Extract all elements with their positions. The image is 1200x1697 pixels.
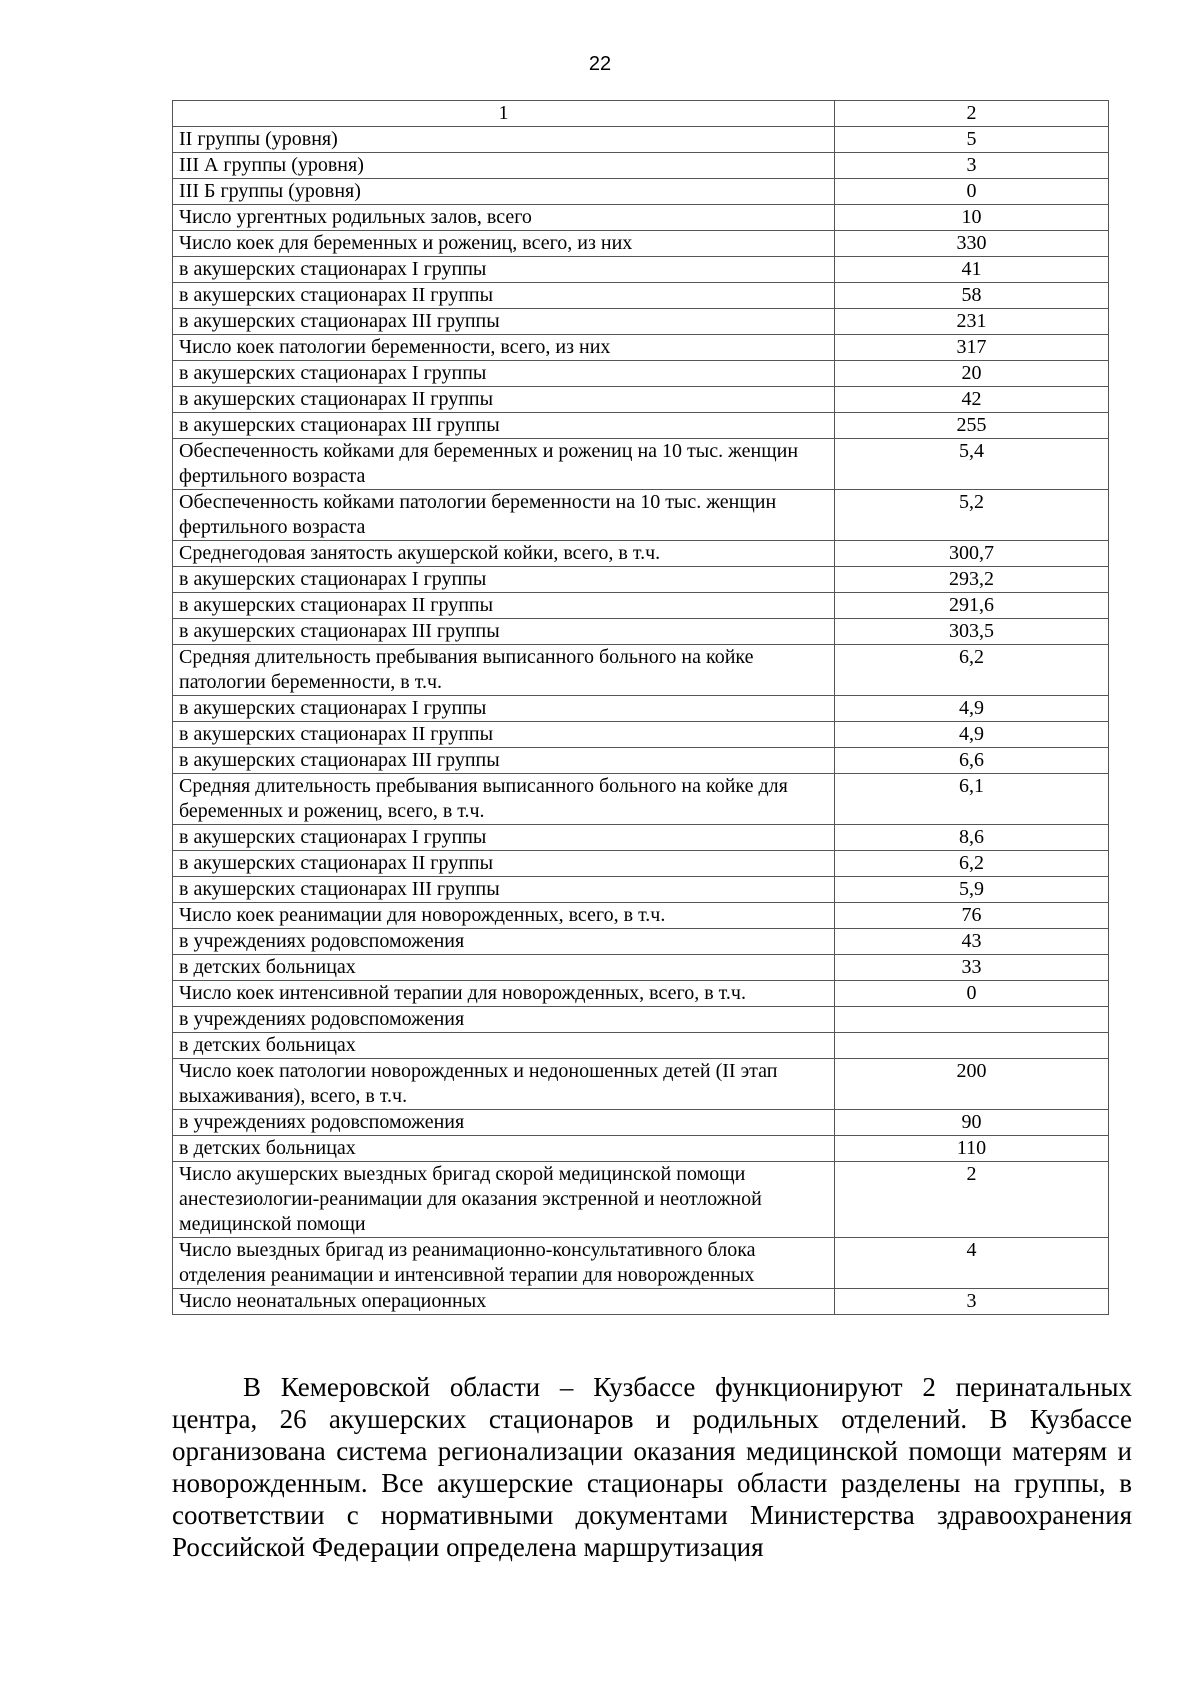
row-label: Число акушерских выездных бригад скорой медицинской помощи анестезиологии-реанимации для оказания экстренной и неотложной медицинской помощи bbox=[173, 1162, 835, 1238]
row-value: 6,1 bbox=[835, 774, 1109, 825]
row-value: 255 bbox=[835, 413, 1109, 439]
table-row bbox=[173, 490, 1109, 541]
table-row bbox=[173, 179, 1109, 205]
row-label: в акушерских стационарах I группы bbox=[173, 696, 835, 722]
table-row bbox=[173, 877, 1109, 903]
row-value: 317 bbox=[835, 335, 1109, 361]
table-row bbox=[173, 439, 1109, 490]
row-label: Обеспеченность койками для беременных и рожениц на 10 тыс. женщин фертильного возраста bbox=[173, 439, 835, 490]
row-label: в акушерских стационарах III группы bbox=[173, 619, 835, 645]
row-value: 42 bbox=[835, 387, 1109, 413]
row-value: 4 bbox=[835, 1238, 1109, 1289]
table-row bbox=[173, 1110, 1109, 1136]
row-label: Число ургентных родильных залов, всего bbox=[173, 205, 835, 231]
table-row bbox=[173, 257, 1109, 283]
row-value: 330 bbox=[835, 231, 1109, 257]
row-label: Число коек для беременных и рожениц, всего, из них bbox=[173, 231, 835, 257]
row-value: 0 bbox=[835, 981, 1109, 1007]
table-row bbox=[173, 541, 1109, 567]
row-value: 6,2 bbox=[835, 645, 1109, 696]
row-label: в акушерских стационарах II группы bbox=[173, 722, 835, 748]
column-header-2: 2 bbox=[835, 101, 1109, 127]
table-row bbox=[173, 1033, 1109, 1059]
table-row bbox=[173, 929, 1109, 955]
row-value bbox=[835, 1033, 1109, 1059]
table-row bbox=[173, 903, 1109, 929]
row-label: Среднегодовая занятость акушерской койки, всего, в т.ч. bbox=[173, 541, 835, 567]
table-row bbox=[173, 696, 1109, 722]
row-value: 4,9 bbox=[835, 722, 1109, 748]
row-label: в акушерских стационарах II группы bbox=[173, 593, 835, 619]
table-row bbox=[173, 593, 1109, 619]
column-header-1: 1 bbox=[173, 101, 835, 127]
table-row bbox=[173, 1238, 1109, 1289]
table-header-row bbox=[173, 101, 1109, 127]
row-label: в учреждениях родовспоможения bbox=[173, 1007, 835, 1033]
row-value bbox=[835, 1007, 1109, 1033]
row-label: в акушерских стационарах II группы bbox=[173, 387, 835, 413]
row-label: Обеспеченность койками патологии беременности на 10 тыс. женщин фертильного возраста bbox=[173, 490, 835, 541]
row-value: 6,2 bbox=[835, 851, 1109, 877]
table-row bbox=[173, 981, 1109, 1007]
row-label: в акушерских стационарах III группы bbox=[173, 309, 835, 335]
row-value: 303,5 bbox=[835, 619, 1109, 645]
table-row bbox=[173, 153, 1109, 179]
table-row bbox=[173, 361, 1109, 387]
row-value: 33 bbox=[835, 955, 1109, 981]
row-label: II группы (уровня) bbox=[173, 127, 835, 153]
row-label: Средняя длительность пребывания выписанного больного на койке патологии беременности, в т.ч. bbox=[173, 645, 835, 696]
row-label: Число коек интенсивной терапии для новорожденных, всего, в т.ч. bbox=[173, 981, 835, 1007]
row-value: 8,6 bbox=[835, 825, 1109, 851]
row-label: в акушерских стационарах II группы bbox=[173, 851, 835, 877]
row-label: в акушерских стационарах I группы bbox=[173, 361, 835, 387]
table-row bbox=[173, 825, 1109, 851]
row-label: Число коек реанимации для новорожденных, всего, в т.ч. bbox=[173, 903, 835, 929]
row-value: 5,9 bbox=[835, 877, 1109, 903]
row-label: Число выездных бригад из реанимационно-консультативного блока отделения реанимации и интенсивной терапии для новорожденных bbox=[173, 1238, 835, 1289]
row-value: 3 bbox=[835, 153, 1109, 179]
row-label: в акушерских стационарах II группы bbox=[173, 283, 835, 309]
table-row bbox=[173, 283, 1109, 309]
row-label: в акушерских стационарах III группы bbox=[173, 748, 835, 774]
row-value: 43 bbox=[835, 929, 1109, 955]
row-label: Число неонатальных операционных bbox=[173, 1289, 835, 1315]
row-value: 76 bbox=[835, 903, 1109, 929]
row-value: 5,4 bbox=[835, 439, 1109, 490]
row-label: III А группы (уровня) bbox=[173, 153, 835, 179]
table-row bbox=[173, 851, 1109, 877]
row-label: Средняя длительность пребывания выписанного больного на койке для беременных и рожениц, всего, в т.ч. bbox=[173, 774, 835, 825]
table-row bbox=[173, 335, 1109, 361]
row-value: 200 bbox=[835, 1059, 1109, 1110]
table-row bbox=[173, 309, 1109, 335]
table-row bbox=[173, 567, 1109, 593]
table-row bbox=[173, 413, 1109, 439]
row-value: 293,2 bbox=[835, 567, 1109, 593]
row-label: в детских больницах bbox=[173, 1136, 835, 1162]
body-paragraph: В Кемеровской области – Кузбассе функционируют 2 перинатальных центра, 26 акушерских стационаров и родильных отделений. В Кузбассе организована система регионализации оказания медицинской помощи матерям и новорожденным. Все акушерские стационары области разделены на группы, в соответствии с нормативными документами Министерства здравоохранения Российской Федерации определена маршрутизация bbox=[172, 1372, 1132, 1562]
row-value: 58 bbox=[835, 283, 1109, 309]
row-value: 0 bbox=[835, 179, 1109, 205]
table-row bbox=[173, 1059, 1109, 1110]
row-label: в акушерских стационарах I группы bbox=[173, 257, 835, 283]
row-value: 4,9 bbox=[835, 696, 1109, 722]
table-row bbox=[173, 1136, 1109, 1162]
row-label: III Б группы (уровня) bbox=[173, 179, 835, 205]
table-row bbox=[173, 774, 1109, 825]
table-row bbox=[173, 231, 1109, 257]
table-row bbox=[173, 955, 1109, 981]
table-row bbox=[173, 205, 1109, 231]
row-value: 2 bbox=[835, 1162, 1109, 1238]
table-row bbox=[173, 1289, 1109, 1315]
row-value: 300,7 bbox=[835, 541, 1109, 567]
table-row bbox=[173, 619, 1109, 645]
page-number: 22 bbox=[588, 53, 612, 75]
row-value: 110 bbox=[835, 1136, 1109, 1162]
row-value: 6,6 bbox=[835, 748, 1109, 774]
table-row bbox=[173, 748, 1109, 774]
row-value: 10 bbox=[835, 205, 1109, 231]
row-value: 291,6 bbox=[835, 593, 1109, 619]
table-row bbox=[173, 1162, 1109, 1238]
table-row bbox=[173, 645, 1109, 696]
row-label: в учреждениях родовспоможения bbox=[173, 929, 835, 955]
data-table bbox=[172, 100, 1109, 1315]
row-label: в учреждениях родовспоможения bbox=[173, 1110, 835, 1136]
table-row bbox=[173, 387, 1109, 413]
row-label: Число коек патологии беременности, всего, из них bbox=[173, 335, 835, 361]
table-body bbox=[173, 127, 1109, 1315]
row-value: 20 bbox=[835, 361, 1109, 387]
row-value: 231 bbox=[835, 309, 1109, 335]
row-value: 5 bbox=[835, 127, 1109, 153]
row-label: Число коек патологии новорожденных и недоношенных детей (II этап выхаживания), всего, в т.ч. bbox=[173, 1059, 835, 1110]
row-label: в акушерских стационарах III группы bbox=[173, 877, 835, 903]
row-label: в акушерских стационарах I группы bbox=[173, 825, 835, 851]
row-label: в акушерских стационарах III группы bbox=[173, 413, 835, 439]
row-value: 3 bbox=[835, 1289, 1109, 1315]
row-value: 90 bbox=[835, 1110, 1109, 1136]
table-row bbox=[173, 722, 1109, 748]
row-value: 41 bbox=[835, 257, 1109, 283]
row-label: в детских больницах bbox=[173, 1033, 835, 1059]
row-label: в акушерских стационарах I группы bbox=[173, 567, 835, 593]
table-row bbox=[173, 127, 1109, 153]
table-row bbox=[173, 1007, 1109, 1033]
row-value: 5,2 bbox=[835, 490, 1109, 541]
row-label: в детских больницах bbox=[173, 955, 835, 981]
